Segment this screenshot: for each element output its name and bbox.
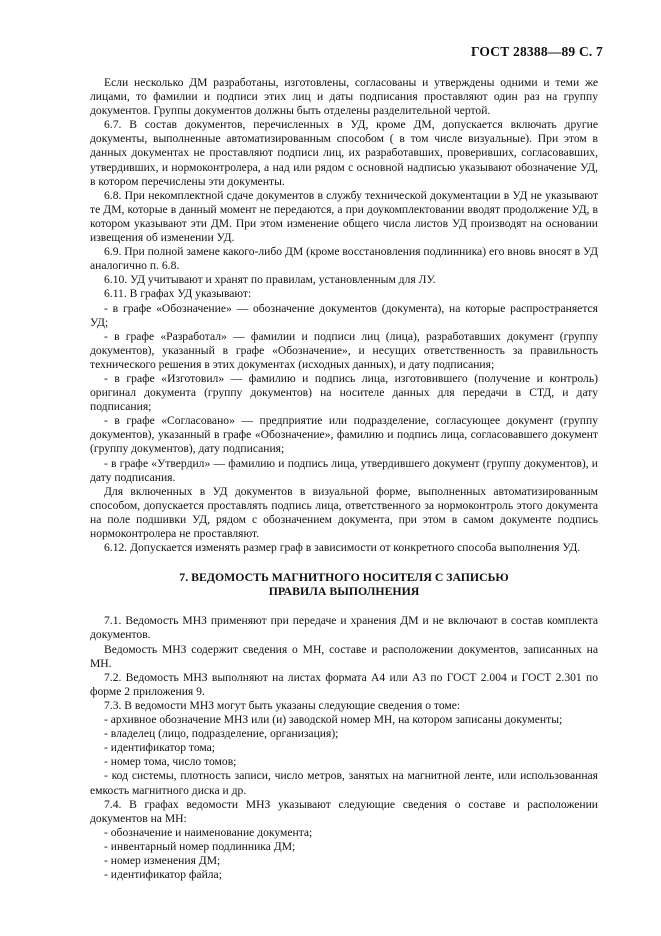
paragraph: 6.8. При некомплектной сдаче документов в службу технической документации в УД не указывают те ДМ, которые в данный момент не передаются, а при доукомплектовании вводят продолжение УД, в котором указывают эти ДМ. При этом изменение общего числа листов УД производят на основании извещения об изменении УД.	[90, 188, 598, 245]
paragraph: 6.12. Допускается изменять размер граф в зависимости от конкретного способа выполнения УД.	[104, 541, 581, 555]
paragraph: 7.4. В графах ведомости МНЗ указывают следующие сведения о составе и расположении документов на МН:	[90, 797, 598, 825]
paragraph: 7.1. Ведомость МНЗ применяют при передаче и хранения ДМ и не включают в состав комплекта документов.	[90, 614, 598, 642]
page-header: ГОСТ 28388—89 С. 7	[470, 44, 603, 59]
list-item: - обозначение и наименование документа;	[104, 825, 313, 839]
list-item: - владелец (лицо, подразделение, организация);	[104, 727, 339, 741]
list-item: - в графе «Утвердил» — фамилию и подпись лица, утвердившего документ (группу документов), и дату подписания.	[90, 456, 598, 484]
section-heading-line: 7. ВЕДОМОСТЬ МАГНИТНОГО НОСИТЕЛЯ С ЗАПИСЬЮ	[179, 570, 509, 585]
paragraph: Для включенных в УД документов в визуальной форме, выполненных автоматизированным способом, допускается проставлять подпись лица, ответственного за нормоконтроль этого документа на поле подшивки УД, рядом с обозначением документа, при этом в самом документе подпись нормоконтролера не проставляют.	[90, 484, 598, 540]
list-item: - идентификатор файла;	[104, 868, 222, 882]
paragraph: 6.11. В графах УД указывают:	[104, 287, 252, 301]
paragraph: Ведомость МНЗ содержит сведения о МН, составе и расположении документов, записанных на МН.	[90, 642, 598, 670]
section-heading-line: ПРАВИЛА ВЫПОЛНЕНИЯ	[268, 584, 420, 599]
list-item: - идентификатор тома;	[104, 741, 216, 755]
list-item: - код системы, плотность записи, число метров, занятых на магнитной ленте, или использованная емкость магнитного диска и др.	[90, 769, 598, 797]
list-item: - номер изменения ДМ;	[104, 853, 221, 867]
list-item: - архивное обозначение МНЗ или (и) заводской номер МН, на котором записаны документы;	[104, 713, 563, 727]
paragraph: 7.2. Ведомость МНЗ выполняют на листах формата А4 или А3 по ГОСТ 2.004 и ГОСТ 2.301 по форме 2 приложения 9.	[90, 670, 598, 698]
document-body	[90, 76, 598, 882]
paragraph: Если несколько ДМ разработаны, изготовлены, согласованы и утверждены одними и теми же лицами, то фамилии и подписи этих лиц и даты подписания проставляют один раз на группу документов. Группы документов должны быть отделены разделительной чертой.	[90, 76, 598, 118]
section-heading	[90, 570, 598, 598]
paragraph: 6.10. УД учитывают и хранят по правилам, установленным для ЛУ.	[104, 273, 436, 287]
list-item: - в графе «Согласовано» — предприятие или подразделение, согласующее документ (группу документов), указанный в графе «Обозначение», фамилию и подпись лица, согласовавшего документ (группу документов), дату подписания;	[90, 414, 598, 456]
paragraph: 7.3. В ведомости МНЗ могут быть указаны следующие сведения о томе:	[104, 698, 461, 712]
list-item: - в графе «Разработал» — фамилии и подписи лиц (лица), разработавших документ (группу документов), указанный в графе «Обозначение», и несущих ответственность за правильность технического решения в этих документах (исходных данных), и дату подписания;	[90, 329, 598, 371]
list-item: - инвентарный номер подлинника ДМ;	[104, 839, 296, 853]
list-item: - в графе «Обозначение» — обозначение документов (документа), на которые распространяется УД;	[90, 301, 598, 329]
list-item: - номер тома, число томов;	[104, 755, 237, 769]
list-item: - в графе «Изготовил» — фамилию и подпись лица, изготовившего (получение и контроль) оригинал документа (группу документов) на носителе данных для передачи в СТД, и дату подписания;	[90, 371, 598, 414]
paragraph: 6.9. При полной замене какого-либо ДМ (кроме восстановления подлинника) его вновь вносят в УД аналогично п. 6.8.	[90, 245, 598, 273]
paragraph: 6.7. В состав документов, перечисленных в УД, кроме ДМ, допускается включать другие документы, выполненные автоматизированным способом ( в том числе визуальные). При этом в данных документах не проставляют подписи лиц, их разработавших, проверивших, согласовавших, утвердивших, и нормоконтролера, а над или рядом с основной надписью указывают обозначение УД, в котором перечислены эти документы.	[90, 118, 598, 188]
